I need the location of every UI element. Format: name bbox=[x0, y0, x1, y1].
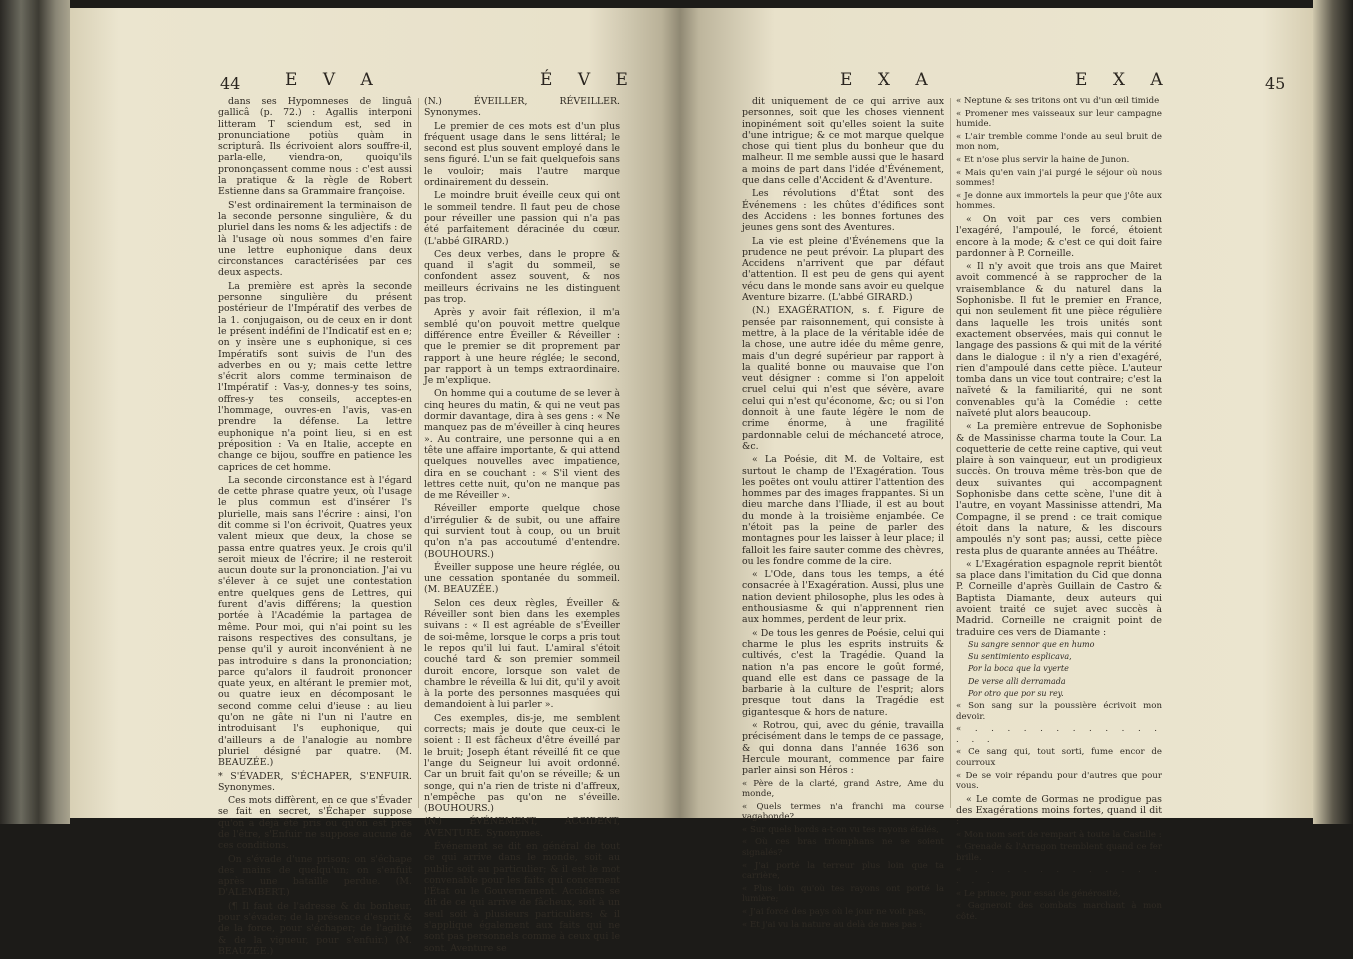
verse-line: « Je donne aux immortels la peur que j'ôte aux hommes. bbox=[956, 190, 1162, 212]
paragraph: La première est après la seconde personne singulière du présent postérieur de l'Impératif des verbes de la 1. conjugaison, ou de ceux en ir dont le présent indéfini de l'Indicatif est en e; on y insère une s euphonique, si ces Impératifs sont suivis de l'un des adverbes en ou y; mais cette lettre s'écrit alors comme terminaison de l'Impératif : Vas-y, donnes-y tes soins, offres-y tes conseils, acceptes-en l'hommage, ouvres-en l'avis, vas-en prendre la défense. La lettre euphonique n'a point lieu, si en est préposition : Va en Italie, accepte en change ce bijou, souffre en patience les caprices de cet homme. bbox=[218, 280, 412, 473]
verse-line: « Père de la clarté, grand Astre, Ame du monde, bbox=[742, 778, 944, 800]
paragraph: Réveiller emporte quelque chose d'irrégulier & de subit, ou une affaire qui survient tout à coup, ou un bruit qu'on n'a pas accoutumé d'entendre. (BOUHOURS.) bbox=[424, 503, 620, 560]
paragraph: « Le comte de Gormas ne prodigue pas des Exagérations moins fortes, quand il dit : bbox=[956, 793, 1162, 828]
verse-line: « Quels termes n'a franchi ma course vagabonde? bbox=[742, 801, 944, 823]
verse-line: « De se voir répandu pour d'autres que pour vous. bbox=[956, 770, 1162, 792]
paragraph: Ces mots diffèrent, en ce que s'Évader se fait en secret, s'Échaper suppose qu'on a déjà été pris ou qu'on est près de l'être, s'Enfuir ne suppose aucune de ces conditions. bbox=[218, 795, 412, 852]
paragraph: Le premier de ces mots est d'un plus fréquent usage dans le sens littéral; le second est plus souvent employé dans le sens figuré. L'un se fait quelquefois sans le vouloir; mais l'autre marque ordinairement du dessein. bbox=[424, 120, 620, 189]
column-rule bbox=[950, 98, 951, 808]
paragraph: « La première entrevue de Sophonisbe & de Massinisse charma toute la Cour. La coquetterie de cette reine captive, qui veut plaire à son vainqueur, eut un prodigieux succès. On trouva même très-bon que de deux suivantes qui accompagnent Sophonisbe dans cette scène, l'une dit à l'autre, en voyant Massinisse attendri, Ma Compagne, il se prend : ce trait comique étoit dans la nature, & les discours ampoulés n'y sont pas; aussi, cette pièce resta plus de quarante années au Théâtre. bbox=[956, 421, 1162, 557]
paragraph: « Rotrou, qui, avec du génie, travailla précisément dans le temps de ce passage, & qui donna dans l'année 1636 son Hercule mourant, commence par faire parler ainsi son Héros : bbox=[742, 720, 944, 777]
paragraph: Ces exemples, dis-je, me semblent corrects; mais je doute que ceux-ci le soient : Il est fâcheux d'être éveillé par le bruit; Joseph étant réveillé fit ce que l'ange du Seigneur lui avoit ordonné. Car un bruit fait qu'on se réveille; & un songe, qui n'a rien de triste ni d'affreux, n'empêche pas qu'on ne s'éveille. (BOUHOURS.) bbox=[424, 712, 620, 815]
verse-line: « Gagneroit des combats marchant à mon côté. bbox=[956, 901, 1162, 922]
left-page-column-1 bbox=[218, 96, 412, 959]
verse-line: « Où ces bras triomphans ne se soient signalés? bbox=[742, 837, 944, 859]
verse-line: « Son sang sur la poussière écrivoit mon devoir. bbox=[956, 700, 1162, 722]
left-page-column-2 bbox=[424, 96, 620, 956]
paragraph: Éveiller suppose une heure réglée, ou une cessation spontanée du sommeil. (M. BEAUZÉE.) bbox=[424, 561, 620, 596]
paragraph: Ces deux verbes, dans le propre & quand il s'agit du sommeil, se confondent assez souvent, & nos meilleurs écrivains ne les distinguent pas trop. bbox=[424, 248, 620, 306]
ellipsis-line: « . . . . . . . . . . . . . . . bbox=[956, 724, 1162, 745]
paragraph: « L'Exagération espagnole reprit bientôt sa place dans l'imitation du Cid que donna P. Corneille d'après Guillain de Castro & Baptista Diamante, deux auteurs qui avoient traité ce sujet avec succès à Madrid. Corneille ne craignit point de traduire ces vers de Diamante : bbox=[956, 558, 1162, 638]
paragraph: « L'Ode, dans tous les temps, a été consacrée à l'Exagération. Aussi, plus une nation devient philosophe, plus les odes à enthousiasme & qui n'apprennent rien aux hommes, perdent de leur prix. bbox=[742, 569, 944, 626]
spanish-verse-line: Su sentimiento esplicava, bbox=[968, 652, 1072, 662]
verse-line: « J'ai porté la terreur plus loin que ta carrière, bbox=[742, 860, 944, 882]
verse-line: « Mon nom sert de rempart à toute la Castille : bbox=[956, 829, 1162, 840]
verse-line: « Promener mes vaisseaux sur leur campagne humide. bbox=[956, 108, 1162, 130]
running-head-eva: E V A bbox=[285, 70, 383, 90]
right-page-column-2 bbox=[956, 96, 1162, 924]
verse-line: « Ce sang qui, tout sorti, fume encor de courroux bbox=[956, 747, 1162, 768]
paragraph: S'est ordinairement la terminaison de la seconde personne singulière, & du pluriel dans les noms & les adjectifs : de là l'usage où nous sommes d'en faire une lettre euphonique dans deux circonstances caractérisées par ces deux aspects. bbox=[218, 199, 412, 279]
paragraph: On s'évade d'une prison; on s'échape des mains de quelqu'un; on s'enfuit après une bataille perdue. (M. D'ALEMBERT.) bbox=[218, 853, 412, 899]
verse-line: « Le prince, pour essai de générosité, bbox=[956, 888, 1121, 899]
verse-line: « Sur quels bords a-t-on vu tes rayons étalés, bbox=[742, 824, 939, 835]
paragraph: (¶ Il faut de l'adresse & du bonheur, pour s'évader; de la présence d'esprit & de la force, pour s'échaper; de l'agilité & de la vigueur, pour s'enfuir.) (M. BEAUZÉE.) bbox=[218, 900, 412, 957]
paragraph: (N.) EXAGÉRATION, s. f. Figure de pensée par raisonnement, qui consiste à mettre, à la place de la véritable idée de la chose, une autre idée du même genre, mais d'un degré supérieur par rapport à la qualité bonne ou mauvaise que l'on veut désigner : comme si l'on appeloit cruel celui qui n'est que sévère, avare celui qui n'est qu'économe, &c; ou si l'on donnoit à une faute légère le nom de crime énorme, à une fragilité pardonnable celui de méchanceté atroce, &c. bbox=[742, 305, 944, 452]
paragraph: dans ses Hypomneses de linguâ gallicâ (p. 72.) : Agallis interponi litteram T sciendum est, sed in pronunciatione potiùs quàm in scripturâ. Ils écrivoient alors souffre-il, parla-elle, viendra-on, quoiqu'ils prononçassent comme nous : c'est aussi la pratique & la règle de Robert Estienne dans sa Grammaire françoise. bbox=[218, 96, 412, 198]
verse-line: « Et n'ose plus servir la haine de Junon. bbox=[956, 154, 1130, 165]
right-page bbox=[680, 8, 1313, 930]
left-page bbox=[70, 8, 680, 957]
paragraph: « De tous les genres de Poésie, celui qui charme le plus les esprits instruits & cultivés, c'est la Tragédie. Quand la nation n'a pas encore le goût formé, quand elle est dans ce passage de la barbarie à la culture de l'esprit; alors presque tout dans la Tragédie est gigantesque & hors de nature. bbox=[742, 627, 944, 718]
verse-line: « Et j'ai vu la nature au delà de mes pas : bbox=[742, 919, 923, 930]
verse-line: « Grenade & l'Arragon tremblent quand ce fer brille. bbox=[956, 842, 1162, 863]
spanish-verse-line: De verse alli derramada bbox=[968, 676, 1066, 686]
paragraph: La seconde circonstance est à l'égard de cette phrase quatre yeux, où l'usage le plus commun est d'insérer l's plurielle, mais sans l'écrire : ainsi, l'on dit comme si l'on écrivoit, Quatres yeux valent mieux que deux, la chose se passa entre quatres yeux. Je crois qu'il seroit mieux de l'écrire; il ne resteroit aucun doute sur la prononciation. J'ai vu s'élever à ce sujet une contestation entre quelques gens de Lettres, qui furent d'avis différens; la question portée à l'Académie la partagea de même. Pour moi, qui n'ai point su les raisons respectives des consultans, je pense qu'il y auroit inconvénient à ne pas introduire s dans la prononciation; parce qu'alors il faudroit prononcer quate yeux, en altérant le premier mot, ou quatre ieux en décomposant le second comme celui d'ieuse : au lieu qu'on ne gâte ni l'un ni l'autre en introduisant l's euphonique, qui d'ailleurs a de l'analogie au nombre pluriel désigné par quatre. (M. BEAUZÉE.) bbox=[218, 474, 412, 769]
paragraph: Selon ces deux règles, Éveiller & Réveiller sont bien dans les exemples suivans : « Il est agréable de s'Éveiller de soi-même, lorsque le corps a pris tout le repos qu'il lui faut. L'amiral s'étoit couché tard & son premier sommeil duroit encore, lorsque son valet de chambre le réveilla & lui dit, qu'il y avoit à la porte des personnes masquées qui demandoient à lui parler ». bbox=[424, 597, 620, 711]
paragraph: « On voit par ces vers combien l'exagéré, l'ampoulé, le forcé, étoient encore à la mode; & c'est ce qui doit faire pardonner à P. Corneille. bbox=[956, 213, 1162, 259]
paragraph: dit uniquement de ce qui arrive aux personnes, soit que les choses viennent inopinément soit qu'elles soient la suite d'une intrigue; & ce mot marque quelque chose qui tient plus du bonheur que du malheur. Il me semble aussi que le hasard a moins de part dans l'idée d'Événement, que dans celle d'Accident & d'Aventure. bbox=[742, 96, 944, 187]
paragraph: Les révolutions d'État sont des Événemens : les chûtes d'édifices sont des Accidens : les bonnes fortunes des jeunes gens sont des Aventures. bbox=[742, 188, 944, 234]
running-head-eve: É V E bbox=[540, 70, 638, 90]
right-page-column-1 bbox=[742, 96, 944, 932]
verse-line: « Mais qu'en vain j'ai purgé le séjour où nous sommes! bbox=[956, 167, 1162, 189]
running-head-exa-1: E X A bbox=[840, 70, 938, 90]
paragraph: Le moindre bruit éveille ceux qui ont le sommeil tendre. Il faut peu de chose pour réveiller une passion qui n'a pas été parfaitement déracinée du cœur. (L'abbé GIRARD.) bbox=[424, 190, 620, 247]
paragraph: On homme qui a coutume de se lever à cinq heures du matin, & qui ne veut pas dormir davantage, dira à ses gens : « Ne manquez pas de m'éveiller à cinq heures ». Au contraire, une personne qui a en tête une affaire importante, & qui attend quelques nouvelles avec impatience, dira en se couchant : « S'il vient des lettres cette nuit, qu'on ne manque pas de me Réveiller ». bbox=[424, 388, 620, 502]
spanish-verse-line: Su sangre sennor que en humo bbox=[968, 639, 1095, 649]
entry-heading: (N.) ÉVEILLER, RÉVEILLER. Synonymes. bbox=[424, 96, 620, 119]
spanish-verse-line: Por otro que por su rey. bbox=[968, 688, 1064, 698]
paragraph: Après y avoir fait réflexion, il m'a semblé qu'on pouvoit mettre quelque différence entre Éveiller & Réveiller : que le premier se dit proprement par rapport à une heure réglée; le second, par rapport à un temps extraordinaire. Je m'explique. bbox=[424, 307, 620, 387]
running-head-exa-2: E X A bbox=[1075, 70, 1173, 90]
book-binding-left bbox=[0, 0, 70, 824]
entry-heading: * S'ÉVADER, S'ÉCHAPER, S'ENFUIR. Synonymes. bbox=[218, 770, 412, 793]
verse-line: « Plus loin qu'où tes rayons ont porté la lumière; bbox=[742, 883, 944, 905]
entry-heading: (N.) ÉVÉNEMENT, ACCIDENT, AVENTURE. Synonymes. bbox=[424, 816, 620, 839]
page-number-right: 45 bbox=[1265, 74, 1286, 93]
paragraph: Événement se dit en général de tout ce qui arrive dans le monde, soit au public soit au particulier; & il est le mot convenable pour les faits qui concernent l'État ou le Gouvernement. Accidens se dit de ce qui arrive de fâcheux, soit à un seul soit à plusieurs particuliers; & il s'applique également aux faits qui ne sont pas personnels comme à ceux qui le sont. Aventure se bbox=[424, 841, 620, 954]
paragraph: La vie est pleine d'Événemens que la prudence ne peut prévoir. La plupart des Accidens n'arrivent que par défaut d'attention. Il est peu de gens qui ayent vécu dans le monde sans avoir eu quelque Aventure bizarre. (L'abbé GIRARD.) bbox=[742, 235, 944, 304]
column-rule bbox=[418, 98, 419, 808]
page-number-left: 44 bbox=[220, 74, 241, 93]
book-binding-right bbox=[1313, 0, 1353, 824]
ellipsis-line: « . . . . . . . . . . . . . . . bbox=[956, 865, 1162, 886]
paragraph: « La Poésie, dit M. de Voltaire, est surtout le champ de l'Exagération. Tous les poëtes ont voulu attirer l'attention des hommes par des images frappantes. Si un dieu marche dans l'Iliade, il est au bout du monde à la troisième enjambée. Ce n'étoit pas la peine de parler des montagnes pour les laisser à leur place; il falloit les faire sauter comme des chèvres, ou les fondre comme de la cire. bbox=[742, 454, 944, 567]
verse-line: « Neptune & ses tritons ont vu d'un œil timide bbox=[956, 96, 1160, 106]
verse-line: « J'ai forcé des pays où le jour ne voit pas, bbox=[742, 907, 927, 918]
spanish-verse-line: Por la boca que la vyerte bbox=[968, 664, 1069, 674]
paragraph: « Il n'y avoit que trois ans que Mairet avoit commencé à se rapprocher de la vraisemblance & du naturel dans la Sophonisbe. Il fut le premier en France, qui non seulement fit une pièce régulière dans laquelle les trois unités sont exactement observées, mais qui connut le langage des passions & qui mit de la vérité dans le dialogue : il n'y a rien d'exagéré, rien d'ampoulé dans cette pièce. L'auteur tomba dans un vice tout contraire; c'est la naïveté & la familiarité, qui ne sont convenables qu'à la Comédie : cette naïveté plut alors beaucoup. bbox=[956, 261, 1162, 419]
verse-line: « L'air tremble comme l'onde au seul bruit de mon nom, bbox=[956, 131, 1162, 153]
